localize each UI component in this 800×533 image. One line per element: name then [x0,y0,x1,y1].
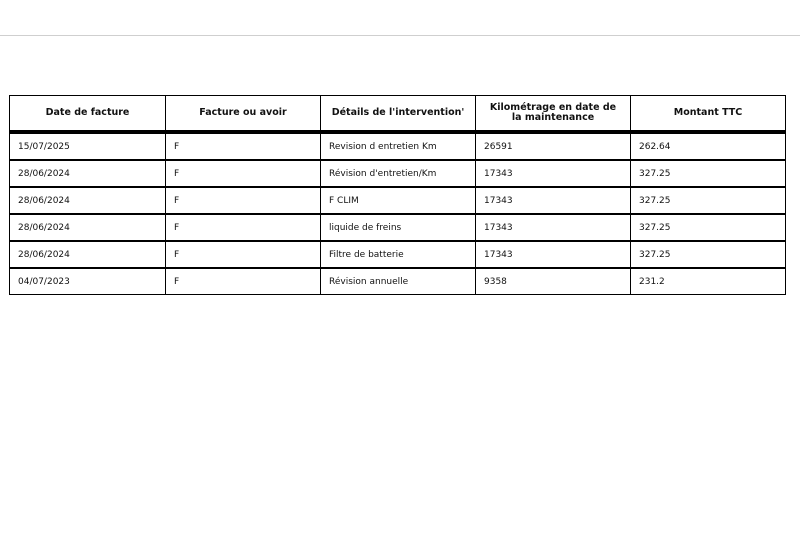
cell-details: Revision d entretien Km [320,132,475,159]
cell-amount: 231.2 [630,267,785,294]
cell-amount: 262.64 [630,132,785,159]
top-divider [0,35,800,36]
table-body [10,132,785,294]
cell-date: 04/07/2023 [10,267,165,294]
cell-details: F CLIM [320,186,475,213]
cell-amount: 327.25 [630,186,785,213]
cell-mileage: 17343 [475,240,630,267]
cell-date: 28/06/2024 [10,159,165,186]
cell-amount: 327.25 [630,159,785,186]
cell-date: 28/06/2024 [10,240,165,267]
header-invoice-date: Date de facture [10,96,165,132]
cell-details: Révision d'entretien/Km [320,159,475,186]
table-row [10,240,785,267]
cell-type: F [165,267,320,294]
cell-type: F [165,132,320,159]
cell-mileage: 9358 [475,267,630,294]
cell-date: 28/06/2024 [10,213,165,240]
header-row [10,96,785,132]
cell-mileage: 17343 [475,186,630,213]
table-row [10,132,785,159]
header-amount: Montant TTC [630,96,785,132]
header-invoice-type: Facture ou avoir [165,96,320,132]
cell-details: Filtre de batterie [320,240,475,267]
cell-details: liquide de freins [320,213,475,240]
table-header [10,96,785,132]
cell-mileage: 26591 [475,132,630,159]
header-mileage: Kilométrage en date de la maintenance [475,96,630,132]
cell-mileage: 17343 [475,159,630,186]
table-row [10,159,785,186]
table-row [10,186,785,213]
header-intervention-details: Détails de l'intervention' [320,96,475,132]
cell-type: F [165,240,320,267]
cell-details: Révision annuelle [320,267,475,294]
cell-type: F [165,213,320,240]
cell-amount: 327.25 [630,213,785,240]
cell-type: F [165,159,320,186]
table-row [10,267,785,294]
cell-date: 15/07/2025 [10,132,165,159]
cell-date: 28/06/2024 [10,186,165,213]
cell-amount: 327.25 [630,240,785,267]
cell-type: F [165,186,320,213]
table-row [10,213,785,240]
cell-mileage: 17343 [475,213,630,240]
maintenance-table [9,95,786,295]
